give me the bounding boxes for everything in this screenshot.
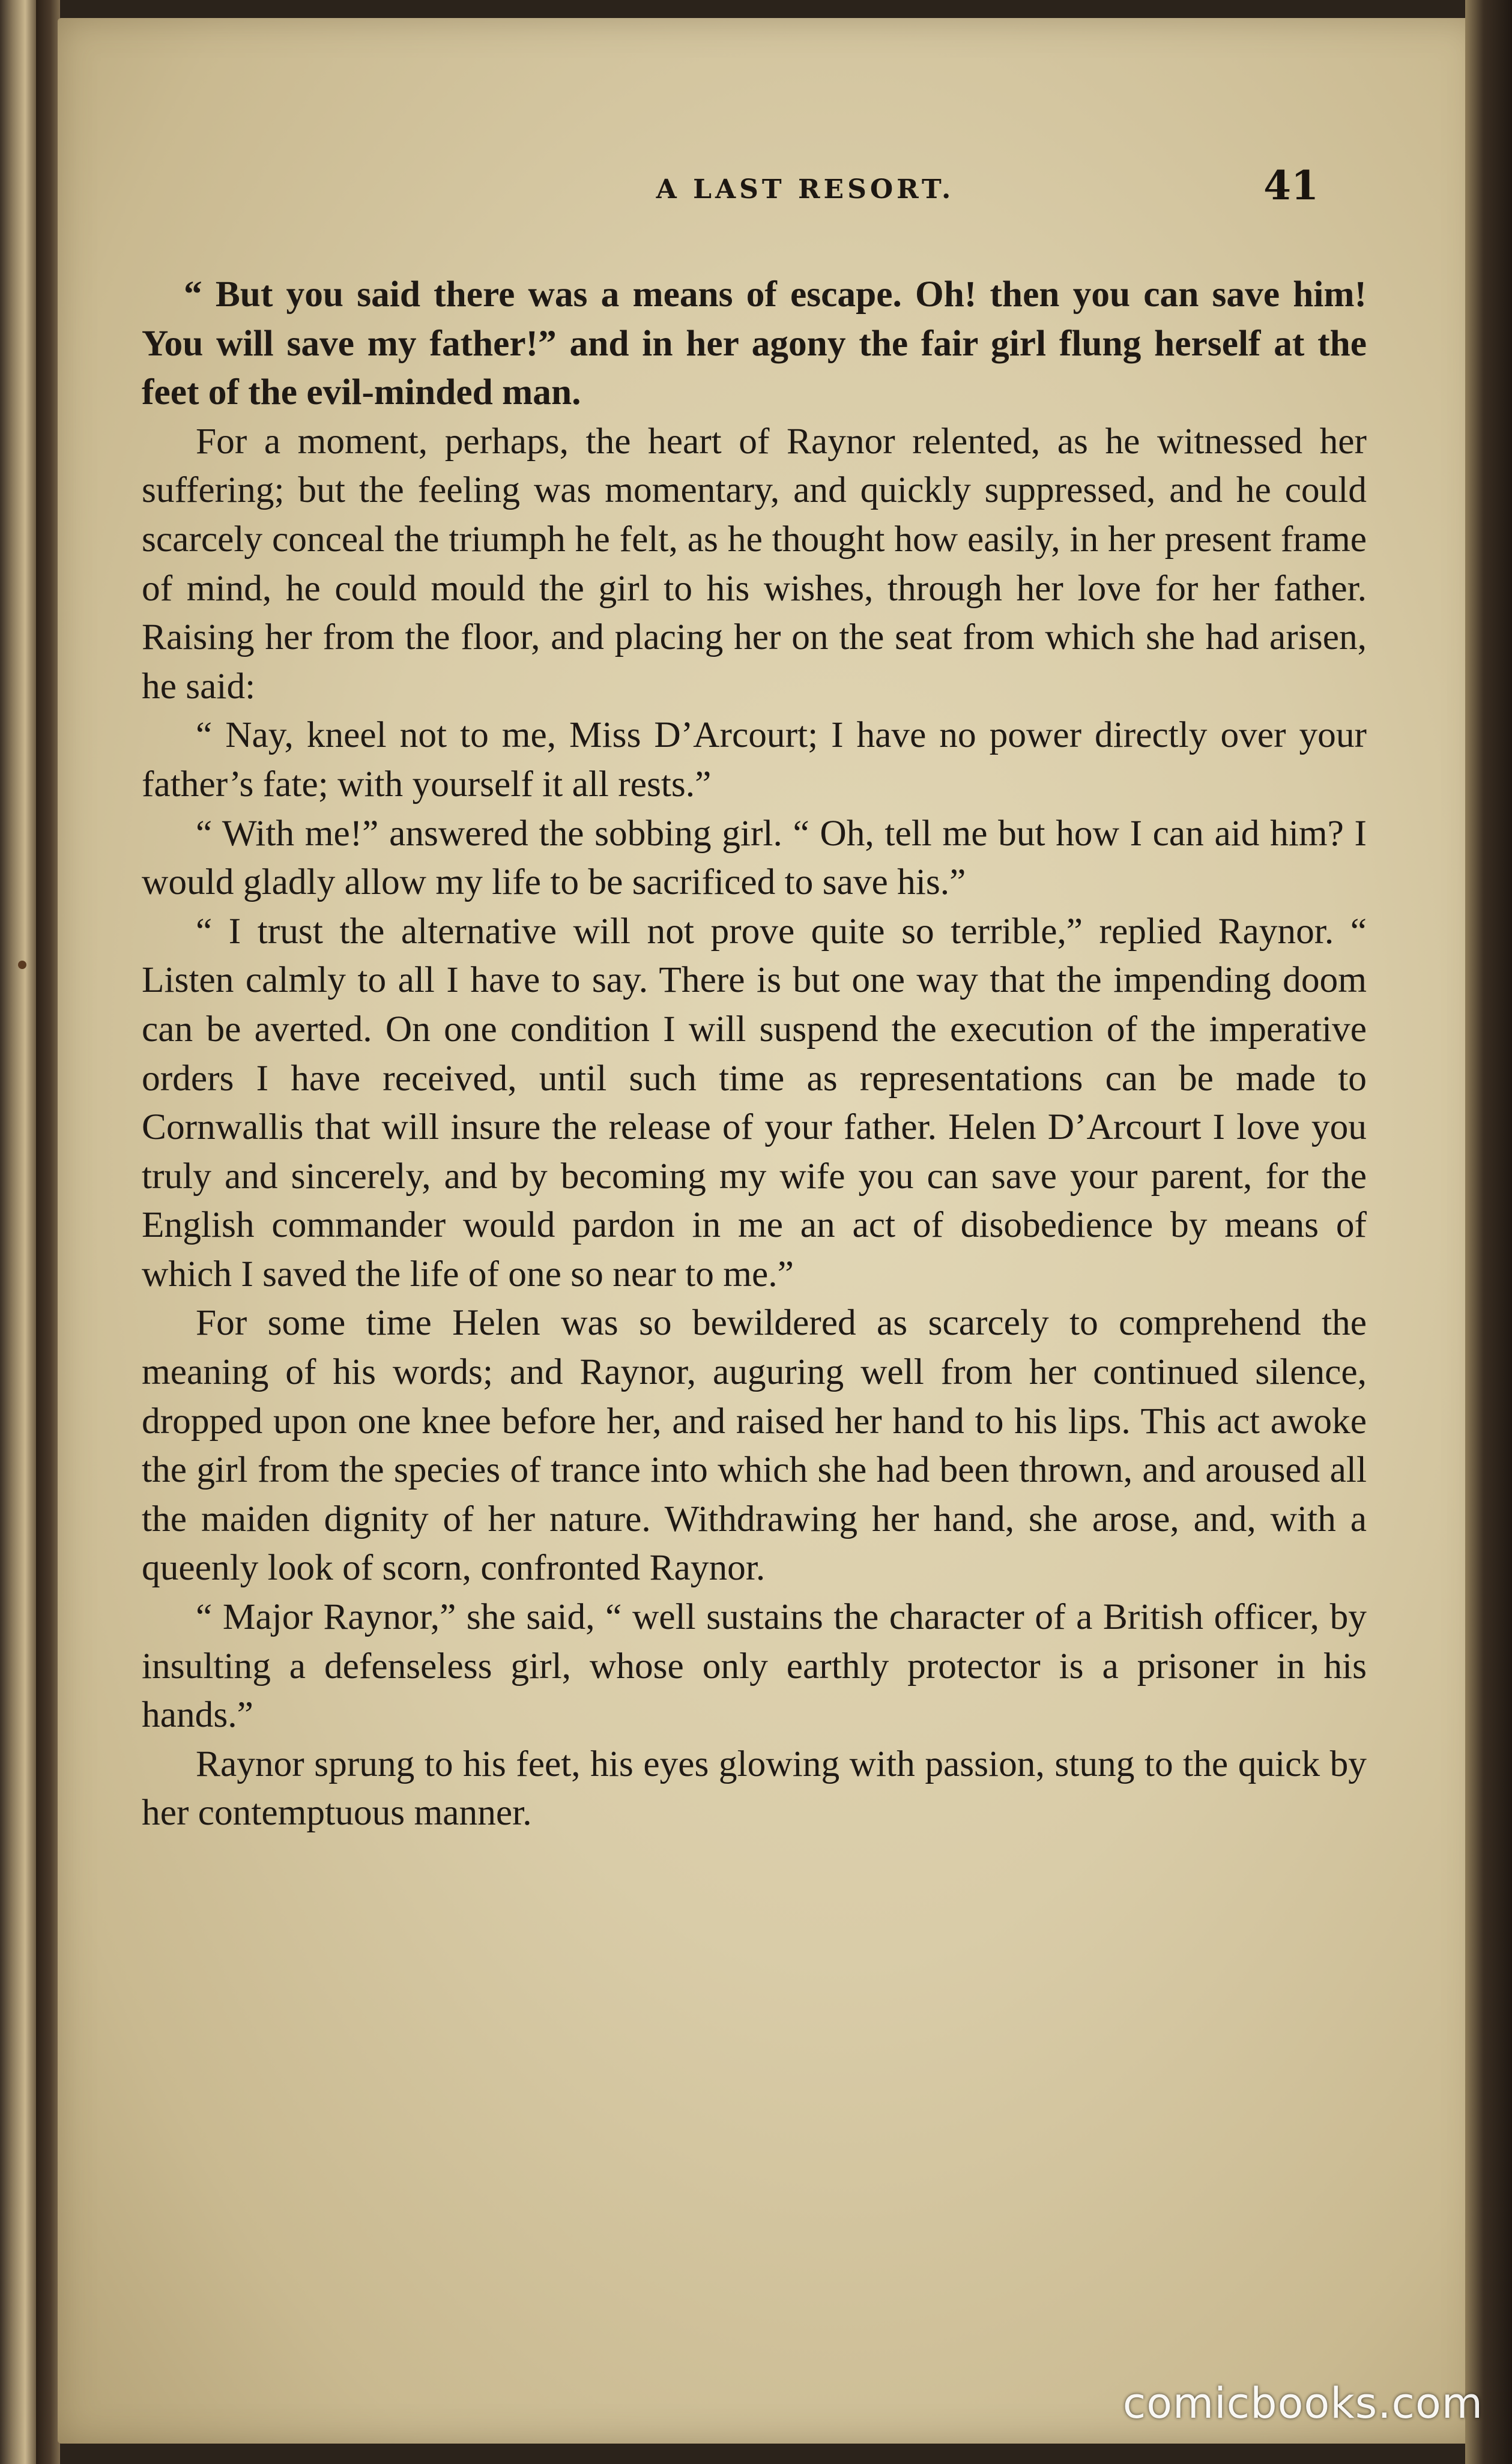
paragraph: “ But you said there was a means of escape. Oh! then you can save him! You will save my father!” and in her agony the fair girl flung herself at the feet of the evil-minded man. bbox=[142, 274, 1367, 413]
paragraph: “ Major Raynor,” she said, “ well sustains the character of a British officer, by insulting a defenseless girl, whose only earthly protector is a prisoner in his hands.” bbox=[142, 1596, 1367, 1736]
page-header bbox=[58, 18, 1481, 222]
book-page bbox=[58, 18, 1481, 2444]
paragraph: “ Nay, kneel not to me, Miss D’Arcourt; I have no power directly over your father’s fate; with yourself it all rests.” bbox=[142, 714, 1367, 805]
page-stack-edge bbox=[1465, 0, 1512, 2464]
paragraph: “ I trust the alternative will not prove quite so terrible,” replied Raynor. “ Listen calmly to all I have to say. There is but one way that the impending doom can be averted. On one condition I will suspend the execution of the imperative orders I have received, until such time as representations can be made to Cornwallis that will insure the release of your father. Helen D’Arcourt I love you truly and sincerely, and by becoming my wife you can save your parent, for the English commander would pardon in me an act of disobedience by means of which I saved the life of one so near to me.” bbox=[142, 910, 1367, 1294]
ink-spot bbox=[18, 961, 26, 969]
book-gutter bbox=[36, 0, 60, 2464]
running-head: A LAST RESORT. bbox=[656, 174, 955, 205]
watermark-text: comicbooks.com bbox=[1122, 2379, 1483, 2428]
paragraph: For some time Helen was so bewildered as scarcely to comprehend the meaning of his words; and Raynor, auguring well from her continued silence, dropped upon one knee before her, and raised her hand to his lips. This act awoke the girl from the species of trance into which she had been thrown, and aroused all the maiden dignity of her nature. Withdrawing her hand, she arose, and, with a queenly look of scorn, confronted Raynor. bbox=[142, 1302, 1367, 1589]
facing-page-edge bbox=[0, 0, 36, 2464]
body-text bbox=[142, 270, 1367, 1838]
paragraph: Raynor sprung to his feet, his eyes glowing with passion, stung to the quick by her contemptuous manner. bbox=[142, 1743, 1367, 1834]
paragraph: “ With me!” answered the sobbing girl. “ Oh, tell me but how I can aid him? I would gladly allow my life to be sacrificed to save his.” bbox=[142, 812, 1367, 903]
paragraph: For a moment, perhaps, the heart of Raynor relented, as he witnessed her suffering; but the feeling was momentary, and quickly suppressed, and he could scarcely conceal the triumph he felt, as he thought how easily, in her present frame of mind, he could mould the girl to his wishes, through her love for her father. Raising her from the floor, and placing her on the seat from which she had arisen, he said: bbox=[142, 420, 1367, 707]
page-number: 41 bbox=[1263, 162, 1319, 209]
